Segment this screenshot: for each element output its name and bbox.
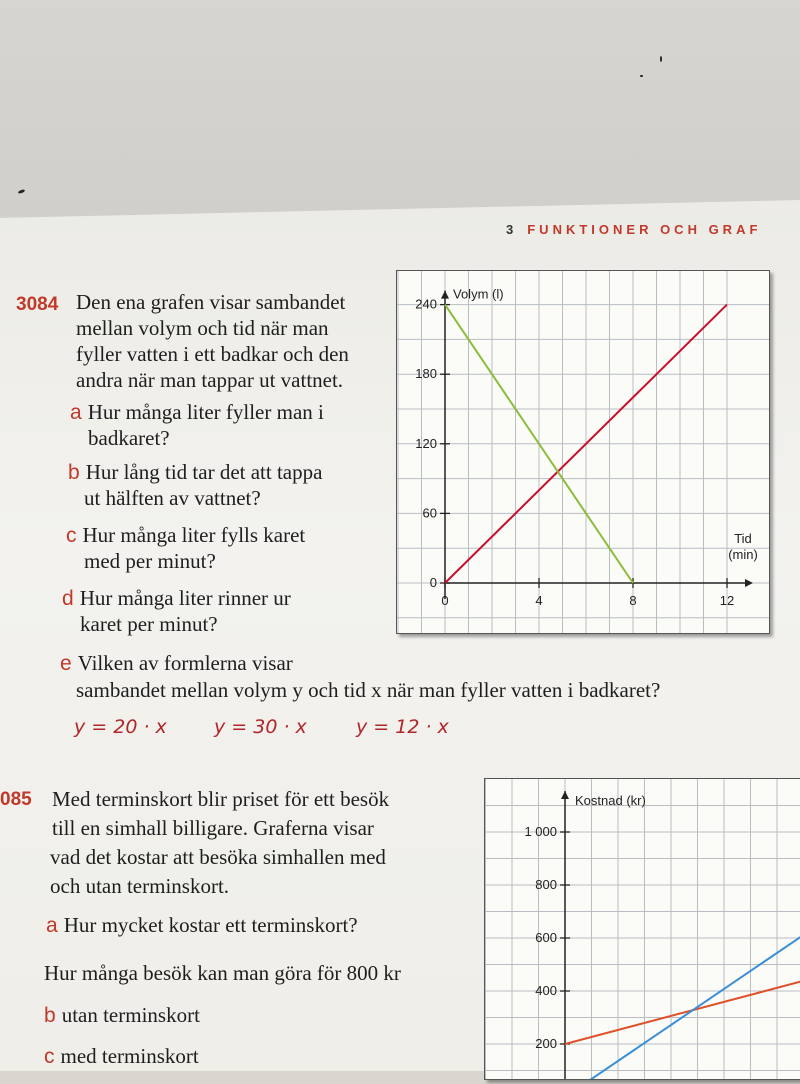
- x-tick-label: 12: [719, 593, 735, 608]
- chapter-number: 3: [506, 222, 518, 237]
- y-tick-label: 120: [415, 435, 437, 451]
- problem-3084-intro-line-4: andra när man tappar ut vattnet.: [76, 368, 344, 392]
- y-tick-label: 240: [415, 296, 437, 312]
- y-tick-label: 200: [535, 1036, 557, 1051]
- graph-volume-time: [396, 270, 770, 634]
- graph-cost-visits: [484, 778, 800, 1080]
- x-tick-label: 4: [535, 593, 543, 608]
- y-tick-label: 600: [535, 930, 557, 945]
- y-tick-label: 1 000: [524, 824, 557, 839]
- grid: [397, 271, 769, 633]
- chapter-title: FUNKTIONER OCH GRAF: [527, 222, 762, 237]
- question-e: [60, 650, 293, 677]
- problem-number-3085: 085: [0, 789, 32, 810]
- x-axis-label-line-2: (min): [728, 547, 758, 562]
- cost-chart: [485, 779, 800, 1079]
- problem-3084-intro-line-1: Den ena grafen visar sambandet: [76, 290, 346, 314]
- question-b-line-1: Hur lång tid tar det att tappa: [85, 460, 323, 484]
- y-tick-label: 0: [429, 575, 437, 590]
- question-b-line-2: ut hälften av vattnet?: [84, 486, 261, 510]
- question-e-letter: e: [60, 652, 72, 675]
- question-3085-a-letter: a: [46, 914, 58, 937]
- volume-time-chart: [397, 271, 769, 633]
- question-e-line-1: Vilken av formlerna visar: [77, 651, 293, 675]
- question-d: [62, 585, 291, 612]
- question-3085-c-letter: c: [44, 1045, 55, 1068]
- question-d-line-1: Hur många liter rinner ur: [79, 586, 291, 610]
- question-3085-b-letter: b: [44, 1004, 56, 1027]
- y-tick-label: 60: [422, 505, 437, 521]
- question-3085-a-text: Hur mycket kostar ett terminskort?: [63, 913, 358, 937]
- y-tick-label: 400: [535, 983, 557, 998]
- x-axis-label-line-1: Tid: [734, 531, 752, 546]
- x-tick-label: 8: [629, 593, 637, 608]
- problem-3084-intro-line-3: fyller vatten i ett badkar och den: [76, 342, 349, 366]
- question-3085-b: [44, 1002, 200, 1029]
- problem-3085-intro-line-2: till en simhall billigare. Graferna visar: [52, 816, 374, 840]
- question-a-line-1: Hur många liter fyller man i: [87, 400, 324, 424]
- question-a: [70, 399, 324, 426]
- question-c-line-1: Hur många liter fylls karet: [82, 523, 306, 547]
- x-axis-arrow: [745, 579, 753, 587]
- problem-3085-intro-line-4: och utan terminskort.: [50, 874, 230, 898]
- y-axis-label: Volym (l): [453, 286, 504, 302]
- question-c-letter: c: [66, 524, 77, 547]
- problem-3085-intro-line-3: vad det kostar att besöka simhallen med: [50, 845, 386, 869]
- chapter-header: [506, 222, 761, 237]
- problem-3085-intro-line-1: Med terminskort blir priset för ett besök: [52, 787, 390, 811]
- question-b-letter: b: [68, 461, 80, 484]
- question-3085-b-text: utan terminskort: [61, 1003, 200, 1027]
- y-axis-arrow: [561, 791, 569, 799]
- problem-3084-intro-line-2: mellan volym och tid när man: [76, 316, 329, 340]
- question-3085-lead: Hur många besök kan man göra för 800 kr: [44, 961, 401, 985]
- dust-speck: [640, 75, 643, 77]
- question-d-line-2: karet per minut?: [80, 612, 218, 636]
- question-b: [68, 459, 322, 486]
- x-tick-label: 0: [441, 593, 449, 608]
- question-d-letter: d: [62, 587, 74, 610]
- y-tick-label: 180: [415, 366, 437, 382]
- question-3085-c: [44, 1043, 199, 1070]
- question-3085-c-text: med terminskort: [60, 1044, 199, 1068]
- y-axis-label: Kostnad (kr): [575, 793, 646, 808]
- question-a-line-2: badkaret?: [88, 426, 170, 450]
- question-e-line-2: sambandet mellan volym y och tid x när man fyller vatten i badkaret?: [76, 678, 661, 702]
- handwritten-formula-3: y = 12 · x: [356, 716, 449, 738]
- question-c-line-2: med per minut?: [84, 549, 216, 573]
- problem-number-3084: 3084: [16, 294, 59, 315]
- question-3085-a: [46, 912, 358, 939]
- y-tick-label: 800: [535, 877, 557, 892]
- series-line-2: [565, 937, 800, 1079]
- dust-speck: [660, 56, 662, 62]
- handwritten-formula-1: y = 20 · x: [74, 716, 167, 738]
- y-axis-arrow: [441, 291, 449, 299]
- handwritten-formula-2: y = 30 · x: [214, 716, 307, 738]
- question-c: [66, 522, 305, 549]
- question-a-letter: a: [70, 401, 82, 424]
